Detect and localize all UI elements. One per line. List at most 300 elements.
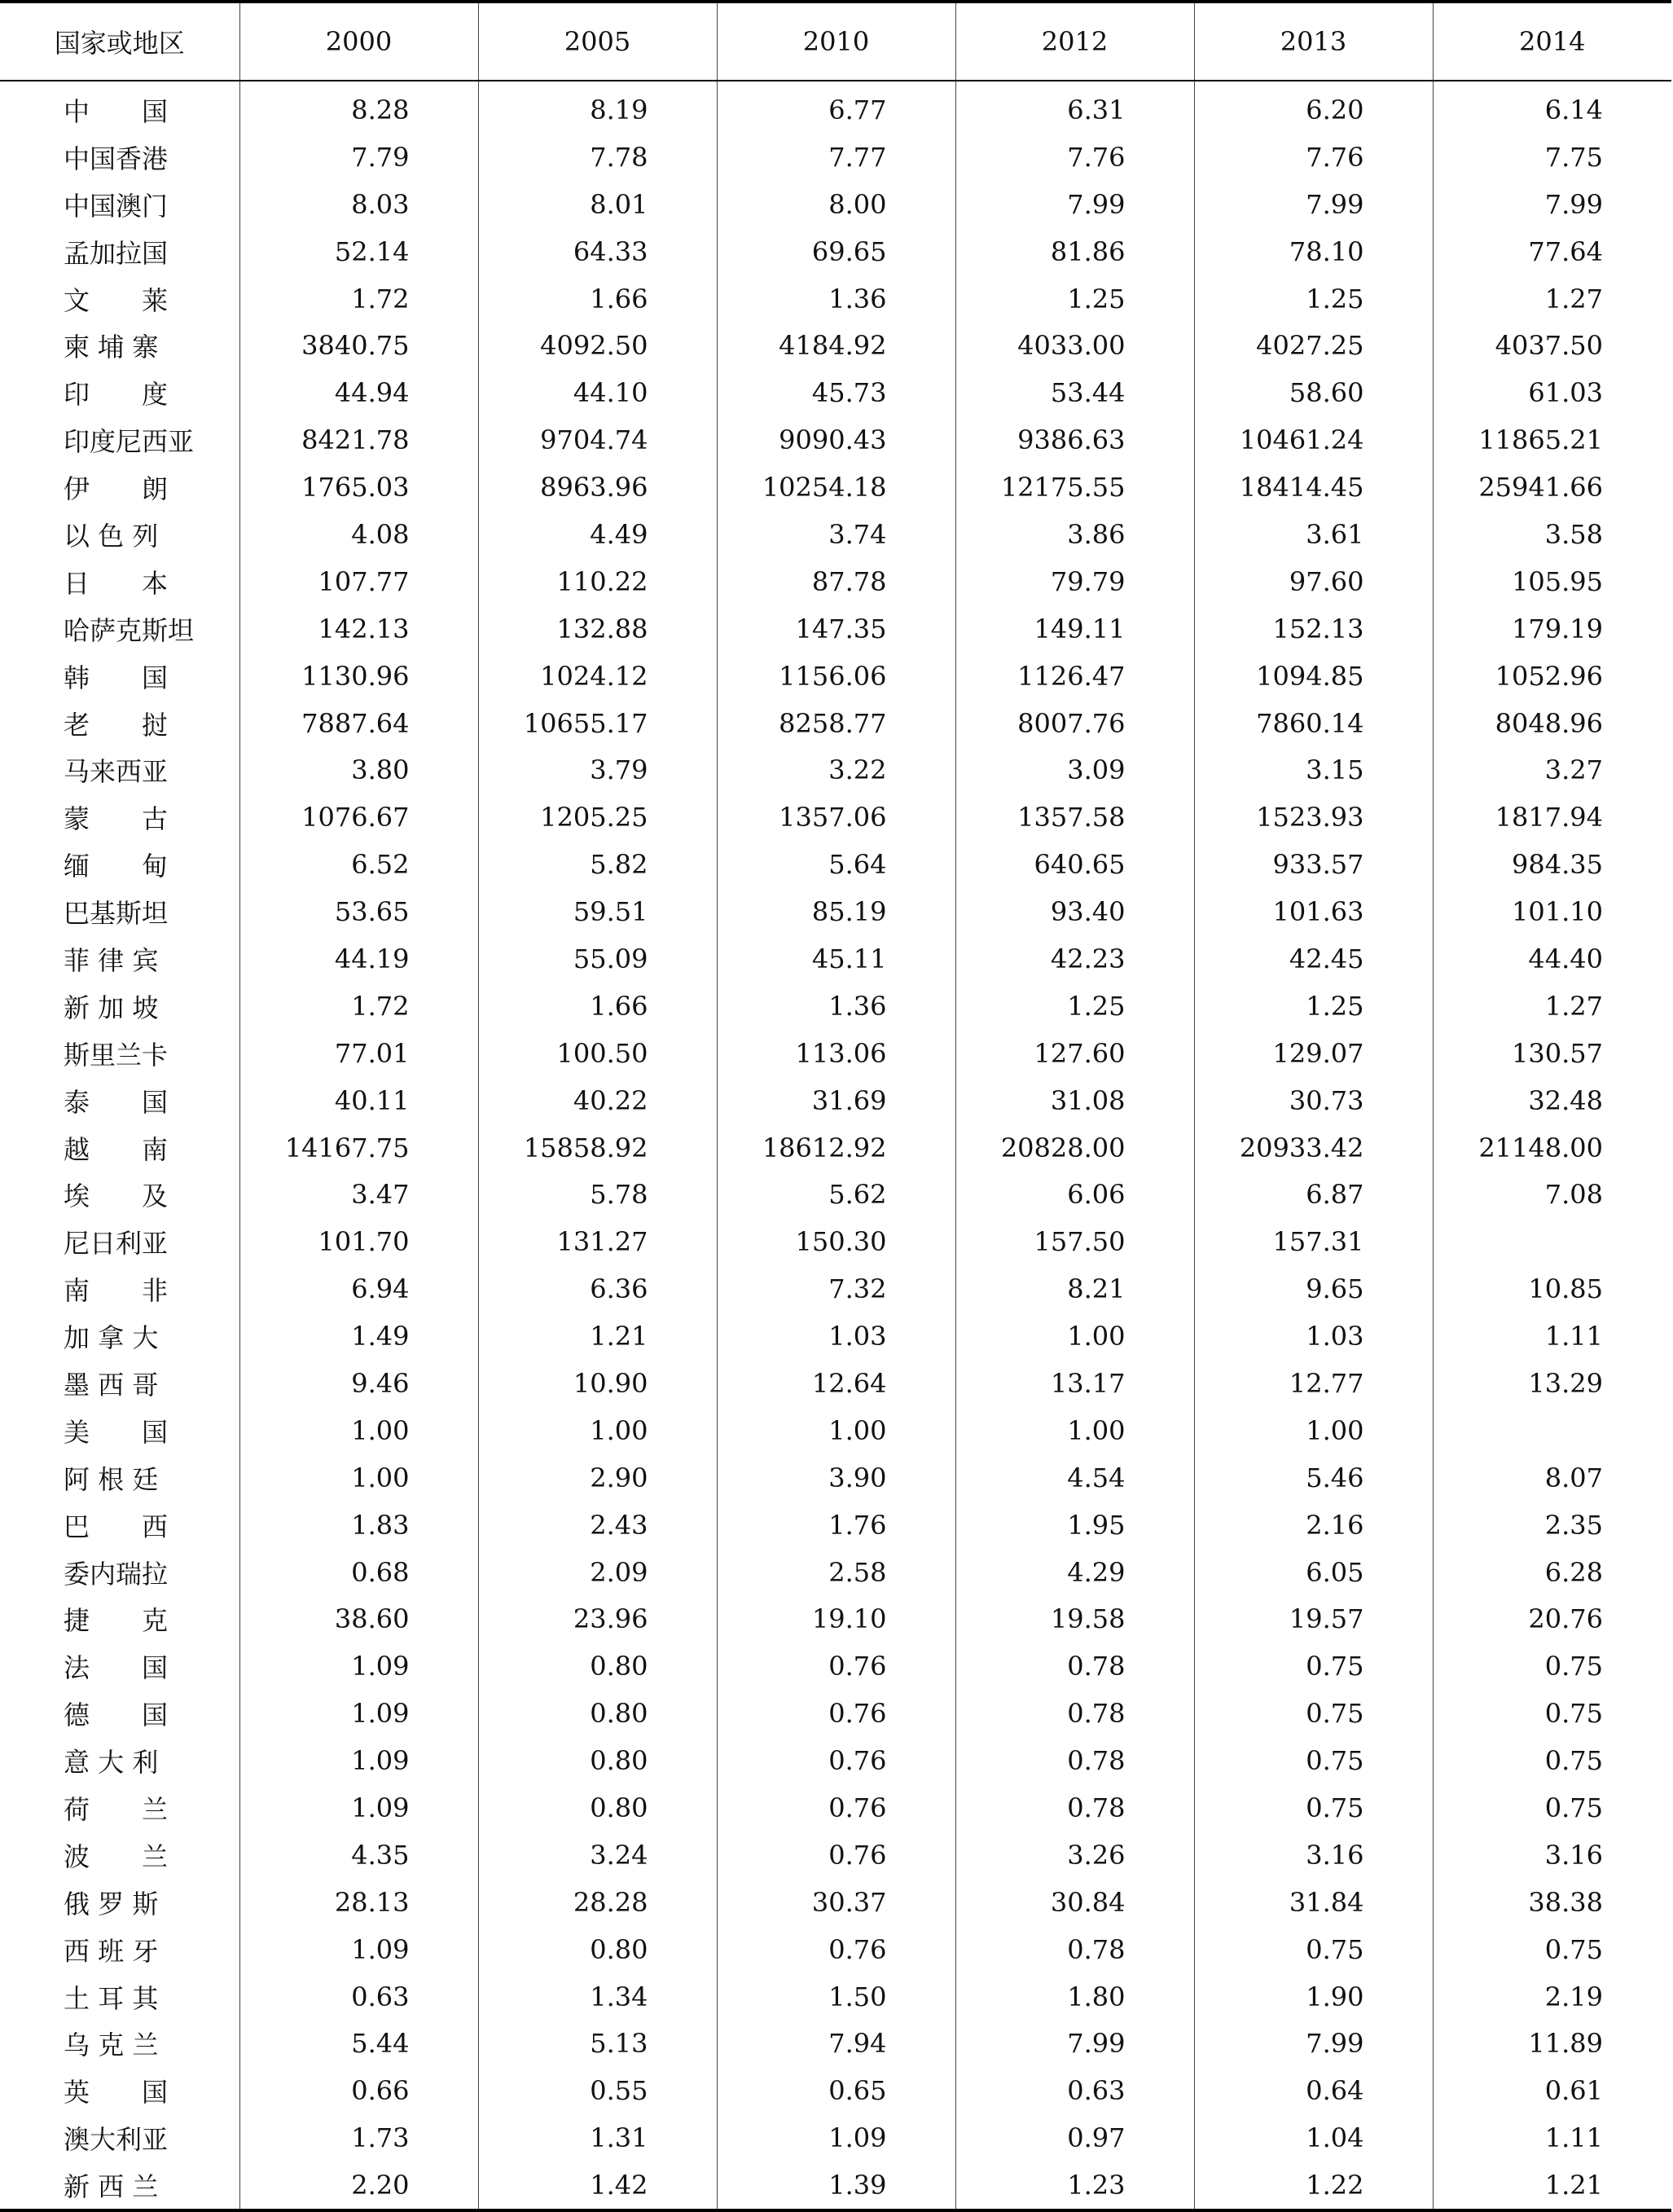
value-cell: 8.28 bbox=[239, 81, 478, 134]
country-cell: 伊 朗 bbox=[0, 464, 239, 511]
country-cell: 乌 克 兰 bbox=[0, 2021, 239, 2068]
value-cell: 0.76 bbox=[717, 1832, 955, 1879]
table-row bbox=[0, 464, 1671, 511]
country-cell: 巴基斯坦 bbox=[0, 888, 239, 935]
country-cell: 埃 及 bbox=[0, 1171, 239, 1218]
value-cell: 10461.24 bbox=[1194, 416, 1433, 464]
table-row bbox=[0, 1360, 1671, 1407]
country-cell: 捷 克 bbox=[0, 1596, 239, 1643]
value-cell: 3.16 bbox=[1544, 1839, 1603, 1871]
value-cell: 6.14 bbox=[1544, 94, 1603, 125]
value-cell: 1.49 bbox=[239, 1313, 478, 1360]
value-cell: 0.65 bbox=[717, 2067, 955, 2114]
value-cell: 640.65 bbox=[955, 841, 1194, 888]
header-year-2000: 2000 bbox=[239, 2, 478, 81]
value-cell: 5.13 bbox=[478, 2021, 717, 2068]
country-cell: 尼日利亚 bbox=[0, 1218, 239, 1265]
value-cell: 7.76 bbox=[1194, 134, 1433, 181]
country-cell: 韩 国 bbox=[0, 653, 239, 700]
value-cell: 6.28 bbox=[1544, 1556, 1603, 1588]
value-cell: 19.57 bbox=[1194, 1596, 1433, 1643]
value-cell: 6.31 bbox=[955, 81, 1194, 134]
value-cell: 1.11 bbox=[1544, 1321, 1603, 1352]
value-cell: 1.25 bbox=[955, 275, 1194, 323]
value-cell: 1.09 bbox=[239, 1737, 478, 1784]
country-cell: 西 班 牙 bbox=[0, 1926, 239, 1973]
country-cell: 印 度 bbox=[0, 369, 239, 416]
value-cell: 93.40 bbox=[955, 888, 1194, 935]
table-row bbox=[0, 1171, 1671, 1218]
value-cell: 8963.96 bbox=[478, 464, 717, 511]
value-cell: 0.61 bbox=[1544, 2075, 1603, 2107]
value-cell: 1.09 bbox=[239, 1643, 478, 1690]
value-cell: 64.33 bbox=[478, 228, 717, 275]
country-cell: 柬 埔 寨 bbox=[0, 322, 239, 369]
value-cell: 8048.96 bbox=[1495, 707, 1603, 739]
value-cell: 1.76 bbox=[717, 1502, 955, 1549]
table-row bbox=[0, 1218, 1671, 1265]
value-cell: 1.36 bbox=[717, 275, 955, 323]
value-cell: 1765.03 bbox=[239, 464, 478, 511]
value-cell: 8.03 bbox=[239, 181, 478, 228]
value-cell: 4.08 bbox=[239, 511, 478, 558]
value-cell: 0.76 bbox=[717, 1737, 955, 1784]
value-cell: 1357.58 bbox=[955, 794, 1194, 841]
value-cell: 30.84 bbox=[955, 1879, 1194, 1926]
value-cell: 0.75 bbox=[1194, 1926, 1433, 1973]
table-row bbox=[0, 983, 1671, 1030]
value-cell: 0.76 bbox=[717, 1643, 955, 1690]
value-cell: 42.45 bbox=[1194, 935, 1433, 983]
value-cell: 0.76 bbox=[717, 1784, 955, 1832]
value-cell: 10.90 bbox=[478, 1360, 717, 1407]
value-cell: 4184.92 bbox=[717, 322, 955, 369]
table-row bbox=[0, 1407, 1671, 1454]
country-cell: 文 莱 bbox=[0, 275, 239, 323]
value-cell: 7.75 bbox=[1544, 141, 1603, 173]
value-cell: 2.58 bbox=[717, 1549, 955, 1596]
value-cell: 8421.78 bbox=[239, 416, 478, 464]
table-row bbox=[0, 700, 1671, 747]
value-cell: 0.80 bbox=[478, 1784, 717, 1832]
value-cell: 0.75 bbox=[1544, 1745, 1603, 1777]
value-cell: 6.36 bbox=[478, 1265, 717, 1313]
value-cell: 101.63 bbox=[1194, 888, 1433, 935]
table-row bbox=[0, 653, 1671, 700]
table-row bbox=[0, 888, 1671, 935]
value-cell: 31.69 bbox=[717, 1077, 955, 1124]
country-cell: 荷 兰 bbox=[0, 1784, 239, 1832]
value-cell: 2.35 bbox=[1544, 1509, 1603, 1541]
value-cell: 10254.18 bbox=[717, 464, 955, 511]
value-cell: 1.00 bbox=[955, 1407, 1194, 1454]
value-cell: 0.76 bbox=[717, 1926, 955, 1973]
value-cell: 1.83 bbox=[239, 1502, 478, 1549]
table-row bbox=[0, 1502, 1671, 1549]
table-row bbox=[0, 746, 1671, 794]
value-cell: 179.19 bbox=[1512, 613, 1603, 644]
value-cell: 8.21 bbox=[955, 1265, 1194, 1313]
value-cell: 55.09 bbox=[478, 935, 717, 983]
value-cell: 1.22 bbox=[1194, 2161, 1433, 2210]
value-cell: 8258.77 bbox=[717, 700, 955, 747]
value-cell: 44.19 bbox=[239, 935, 478, 983]
country-cell: 蒙 古 bbox=[0, 794, 239, 841]
value-cell: 31.84 bbox=[1194, 1879, 1433, 1926]
table-row bbox=[0, 1643, 1671, 1690]
country-cell: 意 大 利 bbox=[0, 1737, 239, 1784]
table-row bbox=[0, 2161, 1671, 2210]
table-row bbox=[0, 2114, 1671, 2161]
table-row bbox=[0, 841, 1671, 888]
header-year-2013: 2013 bbox=[1194, 2, 1433, 81]
value-cell: 3.27 bbox=[1544, 754, 1603, 786]
country-cell: 澳大利亚 bbox=[0, 2114, 239, 2161]
value-cell: 1.09 bbox=[717, 2114, 955, 2161]
value-cell: 6.94 bbox=[239, 1265, 478, 1313]
value-cell: 0.55 bbox=[478, 2067, 717, 2114]
value-cell: 0.78 bbox=[955, 1784, 1194, 1832]
value-cell: 129.07 bbox=[1194, 1030, 1433, 1077]
header-year-2005: 2005 bbox=[478, 2, 717, 81]
value-cell: 77.01 bbox=[239, 1030, 478, 1077]
value-cell: 3.15 bbox=[1194, 746, 1433, 794]
value-cell: 28.13 bbox=[239, 1879, 478, 1926]
country-cell: 越 南 bbox=[0, 1124, 239, 1172]
value-cell: 58.60 bbox=[1194, 369, 1433, 416]
table-row bbox=[0, 1596, 1671, 1643]
country-cell: 中国香港 bbox=[0, 134, 239, 181]
table-row bbox=[0, 369, 1671, 416]
value-cell: 0.75 bbox=[1544, 1698, 1603, 1730]
table-row bbox=[0, 1690, 1671, 1737]
table-row bbox=[0, 794, 1671, 841]
value-cell: 13.17 bbox=[955, 1360, 1194, 1407]
value-cell: 5.78 bbox=[478, 1171, 717, 1218]
value-cell: 3.09 bbox=[955, 746, 1194, 794]
table-header bbox=[0, 2, 1671, 81]
table-row bbox=[0, 1832, 1671, 1879]
value-cell: 1.00 bbox=[1194, 1407, 1433, 1454]
value-cell: 3.74 bbox=[717, 511, 955, 558]
value-cell: 0.75 bbox=[1194, 1690, 1433, 1737]
table-row bbox=[0, 2021, 1671, 2068]
header-year-2012: 2012 bbox=[955, 2, 1194, 81]
value-cell: 149.11 bbox=[955, 605, 1194, 653]
value-cell: 152.13 bbox=[1194, 605, 1433, 653]
country-cell: 老 挝 bbox=[0, 700, 239, 747]
value-cell: 6.05 bbox=[1194, 1549, 1433, 1596]
value-cell: 3.61 bbox=[1194, 511, 1433, 558]
value-cell: 4027.25 bbox=[1194, 322, 1433, 369]
value-cell: 132.88 bbox=[478, 605, 717, 653]
value-cell: 40.22 bbox=[478, 1077, 717, 1124]
value-cell: 19.58 bbox=[955, 1596, 1194, 1643]
value-cell: 984.35 bbox=[1512, 849, 1603, 881]
value-cell: 3840.75 bbox=[239, 322, 478, 369]
value-cell: 21148.00 bbox=[1478, 1132, 1603, 1163]
value-cell: 6.20 bbox=[1194, 81, 1433, 134]
value-cell: 6.52 bbox=[239, 841, 478, 888]
value-cell: 1.03 bbox=[717, 1313, 955, 1360]
value-cell: 127.60 bbox=[955, 1030, 1194, 1077]
value-cell: 2.09 bbox=[478, 1549, 717, 1596]
value-cell: 1.21 bbox=[478, 1313, 717, 1360]
country-cell: 英 国 bbox=[0, 2067, 239, 2114]
value-cell: 1.36 bbox=[717, 983, 955, 1030]
value-cell: 3.58 bbox=[1544, 518, 1603, 550]
value-cell: 150.30 bbox=[717, 1218, 955, 1265]
value-cell: 3.22 bbox=[717, 746, 955, 794]
country-cell: 波 兰 bbox=[0, 1832, 239, 1879]
value-cell: 1.00 bbox=[955, 1313, 1194, 1360]
value-cell: 7.99 bbox=[1544, 188, 1603, 220]
value-cell: 107.77 bbox=[239, 558, 478, 605]
value-cell: 2.19 bbox=[1544, 1981, 1603, 2012]
value-cell: 12.77 bbox=[1194, 1360, 1433, 1407]
value-cell: 2.90 bbox=[478, 1454, 717, 1502]
value-cell: 1156.06 bbox=[717, 653, 955, 700]
value-cell: 7.94 bbox=[717, 2021, 955, 2068]
value-cell: 1052.96 bbox=[1495, 660, 1603, 692]
country-cell: 印度尼西亚 bbox=[0, 416, 239, 464]
value-cell: 3.80 bbox=[239, 746, 478, 794]
value-cell: 30.37 bbox=[717, 1879, 955, 1926]
value-cell: 1.25 bbox=[1194, 983, 1433, 1030]
value-cell: 0.78 bbox=[955, 1737, 1194, 1784]
value-cell: 1.39 bbox=[717, 2161, 955, 2210]
country-cell: 中 国 bbox=[0, 81, 239, 134]
value-cell: 9.46 bbox=[239, 1360, 478, 1407]
table-row bbox=[0, 1030, 1671, 1077]
value-cell: 4092.50 bbox=[478, 322, 717, 369]
header-row bbox=[0, 2, 1671, 81]
value-cell: 1.66 bbox=[478, 983, 717, 1030]
country-cell: 阿 根 廷 bbox=[0, 1454, 239, 1502]
value-cell: 3.26 bbox=[955, 1832, 1194, 1879]
value-cell: 1.09 bbox=[239, 1926, 478, 1973]
value-cell: 1817.94 bbox=[1495, 802, 1603, 833]
value-cell: 0.75 bbox=[1194, 1784, 1433, 1832]
value-cell: 2.16 bbox=[1194, 1502, 1433, 1549]
value-cell: 6.06 bbox=[955, 1171, 1194, 1218]
value-cell: 3.86 bbox=[955, 511, 1194, 558]
value-cell: 1357.06 bbox=[717, 794, 955, 841]
table-row bbox=[0, 81, 1671, 134]
value-cell: 38.60 bbox=[239, 1596, 478, 1643]
country-cell: 新 西 兰 bbox=[0, 2161, 239, 2210]
value-cell: 85.19 bbox=[717, 888, 955, 935]
value-cell: 5.82 bbox=[478, 841, 717, 888]
value-cell: 44.10 bbox=[478, 369, 717, 416]
country-cell: 新 加 坡 bbox=[0, 983, 239, 1030]
value-cell: 0.80 bbox=[478, 1643, 717, 1690]
value-cell: 45.11 bbox=[717, 935, 955, 983]
value-cell: 2.43 bbox=[478, 1502, 717, 1549]
value-cell: 101.70 bbox=[239, 1218, 478, 1265]
value-cell: 1.31 bbox=[478, 2114, 717, 2161]
value-cell: 12175.55 bbox=[955, 464, 1194, 511]
country-cell: 墨 西 哥 bbox=[0, 1360, 239, 1407]
country-cell: 斯里兰卡 bbox=[0, 1030, 239, 1077]
value-cell: 11.89 bbox=[1528, 2028, 1603, 2060]
value-cell: 7.99 bbox=[955, 2021, 1194, 2068]
value-cell: 7.32 bbox=[717, 1265, 955, 1313]
value-cell: 3.16 bbox=[1194, 1832, 1433, 1879]
value-cell: 933.57 bbox=[1194, 841, 1433, 888]
value-cell: 53.44 bbox=[955, 369, 1194, 416]
value-cell: 2.20 bbox=[239, 2161, 478, 2210]
value-cell: 31.08 bbox=[955, 1077, 1194, 1124]
country-cell: 美 国 bbox=[0, 1407, 239, 1454]
value-cell: 97.60 bbox=[1194, 558, 1433, 605]
value-cell: 0.68 bbox=[239, 1549, 478, 1596]
header-country: 国家或地区 bbox=[0, 2, 239, 81]
value-cell: 1076.67 bbox=[239, 794, 478, 841]
country-cell: 南 非 bbox=[0, 1265, 239, 1313]
value-cell: 1.00 bbox=[239, 1454, 478, 1502]
value-cell: 8.00 bbox=[717, 181, 955, 228]
table-row bbox=[0, 1077, 1671, 1124]
value-cell: 52.14 bbox=[239, 228, 478, 275]
value-cell: 1.25 bbox=[1194, 275, 1433, 323]
value-cell: 101.10 bbox=[1512, 896, 1603, 928]
value-cell: 1205.25 bbox=[478, 794, 717, 841]
value-cell: 1094.85 bbox=[1194, 653, 1433, 700]
value-cell: 131.27 bbox=[478, 1218, 717, 1265]
value-cell: 7.78 bbox=[478, 134, 717, 181]
value-cell: 42.23 bbox=[955, 935, 1194, 983]
table-row bbox=[0, 1879, 1671, 1926]
value-cell: 5.46 bbox=[1194, 1454, 1433, 1502]
value-cell: 44.94 bbox=[239, 369, 478, 416]
value-cell: 7887.64 bbox=[239, 700, 478, 747]
value-cell: 113.06 bbox=[717, 1030, 955, 1077]
value-cell: 0.78 bbox=[955, 1643, 1194, 1690]
value-cell: 53.65 bbox=[239, 888, 478, 935]
value-cell: 18414.45 bbox=[1194, 464, 1433, 511]
value-cell: 12.64 bbox=[717, 1360, 955, 1407]
value-cell: 25941.66 bbox=[1478, 472, 1603, 504]
value-cell: 0.66 bbox=[239, 2067, 478, 2114]
country-cell: 菲 律 宾 bbox=[0, 935, 239, 983]
country-cell: 缅 甸 bbox=[0, 841, 239, 888]
value-cell: 0.80 bbox=[478, 1926, 717, 1973]
value-cell: 1.00 bbox=[239, 1407, 478, 1454]
value-cell: 8.01 bbox=[478, 181, 717, 228]
value-cell: 7.77 bbox=[717, 134, 955, 181]
value-cell: 3.79 bbox=[478, 746, 717, 794]
value-cell: 4.54 bbox=[955, 1454, 1194, 1502]
value-cell: 1024.12 bbox=[478, 653, 717, 700]
table-row bbox=[0, 181, 1671, 228]
value-cell: 142.13 bbox=[239, 605, 478, 653]
value-cell: 5.62 bbox=[717, 1171, 955, 1218]
table-row bbox=[0, 935, 1671, 983]
table-row bbox=[0, 2067, 1671, 2114]
value-cell: 10.85 bbox=[1528, 1273, 1603, 1305]
value-cell: 7860.14 bbox=[1194, 700, 1433, 747]
country-cell: 孟加拉国 bbox=[0, 228, 239, 275]
value-cell: 157.31 bbox=[1194, 1218, 1433, 1265]
value-cell: 19.10 bbox=[717, 1596, 955, 1643]
value-cell: 44.40 bbox=[1528, 943, 1603, 974]
table-row bbox=[0, 275, 1671, 323]
value-cell: 9386.63 bbox=[955, 416, 1194, 464]
value-cell: 87.78 bbox=[717, 558, 955, 605]
value-cell: 1.73 bbox=[239, 2114, 478, 2161]
value-cell: 0.80 bbox=[478, 1737, 717, 1784]
country-cell: 马来西亚 bbox=[0, 746, 239, 794]
value-cell: 61.03 bbox=[1528, 377, 1603, 409]
value-cell: 0.64 bbox=[1194, 2067, 1433, 2114]
value-cell: 30.73 bbox=[1194, 1077, 1433, 1124]
value-cell: 13.29 bbox=[1528, 1367, 1603, 1399]
table-row bbox=[0, 1737, 1671, 1784]
value-cell: 1.00 bbox=[717, 1407, 955, 1454]
value-cell: 1.09 bbox=[239, 1690, 478, 1737]
value-cell: 147.35 bbox=[717, 605, 955, 653]
country-cell: 德 国 bbox=[0, 1690, 239, 1737]
value-cell: 1.72 bbox=[239, 983, 478, 1030]
table-row bbox=[0, 228, 1671, 275]
value-cell: 20933.42 bbox=[1194, 1124, 1433, 1172]
value-cell: 0.75 bbox=[1544, 1933, 1603, 1965]
value-cell: 23.96 bbox=[478, 1596, 717, 1643]
header-year-2010: 2010 bbox=[717, 2, 955, 81]
table-row bbox=[0, 1549, 1671, 1596]
table-body bbox=[0, 81, 1671, 2210]
value-cell: 4.35 bbox=[239, 1832, 478, 1879]
value-cell: 1.90 bbox=[1194, 1973, 1433, 2021]
country-cell: 法 国 bbox=[0, 1643, 239, 1690]
table-row bbox=[0, 416, 1671, 464]
value-cell: 28.28 bbox=[478, 1879, 717, 1926]
value-cell: 15858.92 bbox=[478, 1124, 717, 1172]
value-cell: 157.50 bbox=[955, 1218, 1194, 1265]
value-cell: 6.77 bbox=[717, 81, 955, 134]
value-cell: 8007.76 bbox=[955, 700, 1194, 747]
value-cell: 9.65 bbox=[1194, 1265, 1433, 1313]
value-cell: 4037.50 bbox=[1495, 330, 1603, 362]
country-cell: 俄 罗 斯 bbox=[0, 1879, 239, 1926]
country-cell: 中国澳门 bbox=[0, 181, 239, 228]
value-cell: 32.48 bbox=[1528, 1084, 1603, 1116]
country-cell: 土 耳 其 bbox=[0, 1973, 239, 2021]
table-row bbox=[0, 1784, 1671, 1832]
value-cell: 1.72 bbox=[239, 275, 478, 323]
value-cell: 0.63 bbox=[239, 1973, 478, 2021]
value-cell: 5.44 bbox=[239, 2021, 478, 2068]
value-cell: 3.47 bbox=[239, 1171, 478, 1218]
value-cell: 1.09 bbox=[239, 1784, 478, 1832]
value-cell: 4033.00 bbox=[955, 322, 1194, 369]
value-cell: 1.00 bbox=[478, 1407, 717, 1454]
value-cell: 7.79 bbox=[239, 134, 478, 181]
value-cell: 110.22 bbox=[478, 558, 717, 605]
value-cell: 1130.96 bbox=[239, 653, 478, 700]
value-cell: 8.07 bbox=[1544, 1462, 1603, 1493]
value-cell: 4.49 bbox=[478, 511, 717, 558]
value-cell: 0.75 bbox=[1544, 1651, 1603, 1682]
value-cell: 0.75 bbox=[1194, 1643, 1433, 1690]
value-cell: 1.03 bbox=[1194, 1313, 1433, 1360]
table-row bbox=[0, 322, 1671, 369]
table-row bbox=[0, 1313, 1671, 1360]
value-cell: 1126.47 bbox=[955, 653, 1194, 700]
value-cell: 4.29 bbox=[955, 1549, 1194, 1596]
country-cell: 巴 西 bbox=[0, 1502, 239, 1549]
